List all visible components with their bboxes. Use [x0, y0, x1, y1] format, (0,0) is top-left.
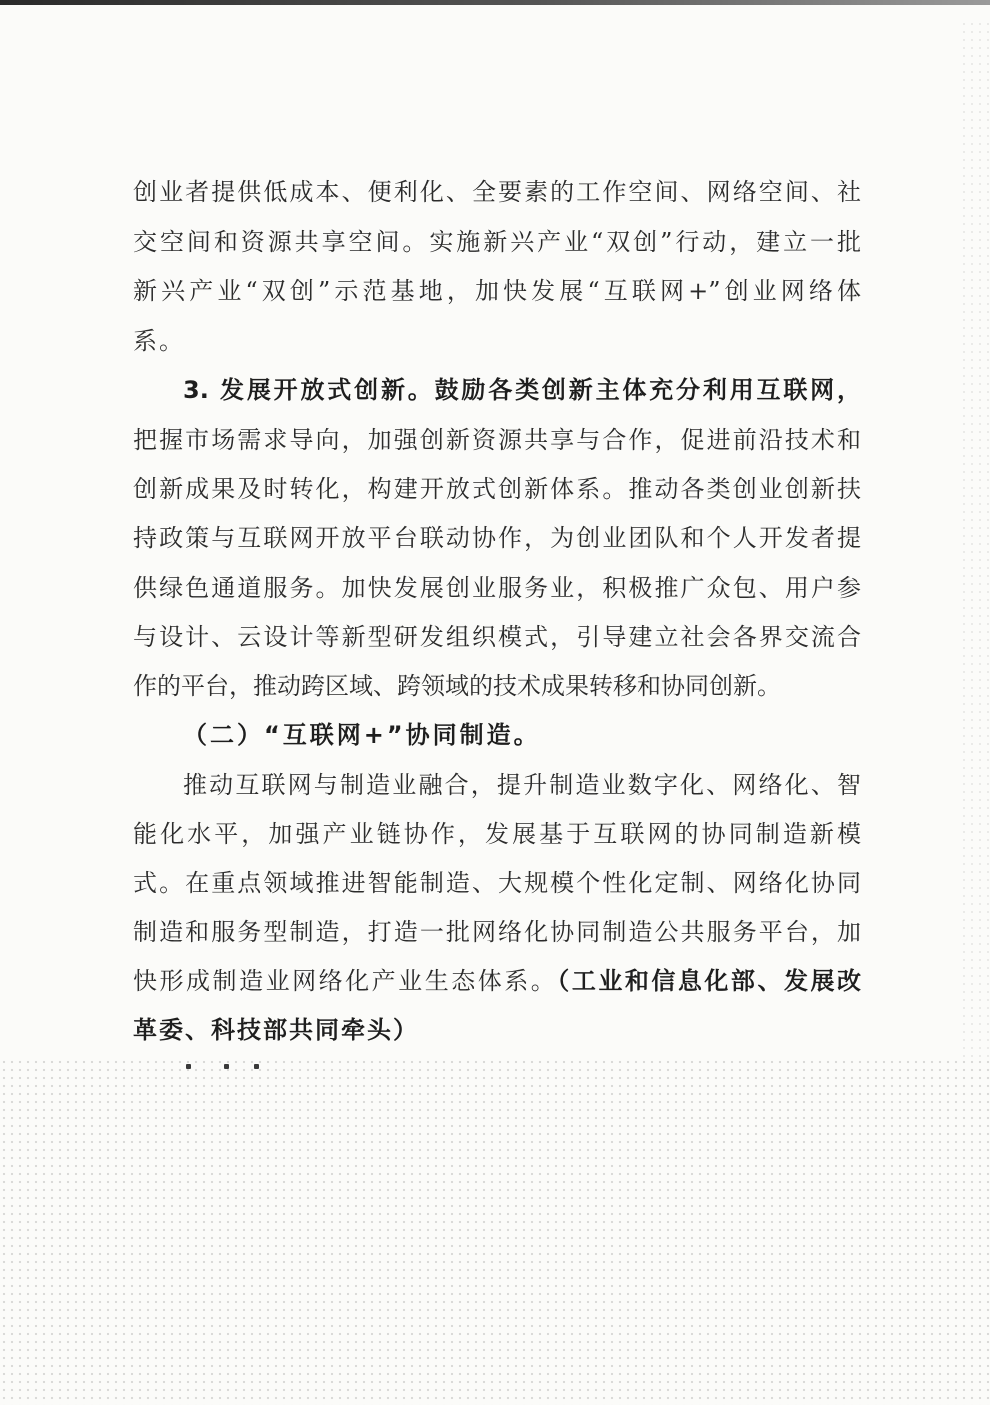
text-line-17: [133, 964, 861, 998]
lead-departments: （工业和信息化部、发展改: [557, 967, 861, 995]
text-line-2: 交空间和资源共享空间。实施新兴产业“双创”行动，建立一批: [133, 228, 861, 256]
text-line-7: 创新成果及时转化，构建开放式创新体系。推动各类创业创新扶: [133, 475, 861, 503]
scan-texture-right: [960, 20, 990, 1060]
text-line-13: 推动互联网与制造业融合，提升制造业数字化、网络化、智: [183, 771, 861, 799]
text-line-8: 持政策与互联网开放平台联动协作，为创业团队和个人开发者提: [133, 524, 861, 552]
text-line-4: 系。: [133, 327, 185, 355]
section-heading: （二）“互联网+”协同制造。: [183, 721, 541, 749]
item-3-title: 发展开放式创新。鼓励各类创新主体充分利用互联网，: [220, 376, 862, 404]
text-line-6: 把握市场需求导向，加强创新资源共享与合作，促进前沿技术和: [133, 426, 861, 454]
item-3-first-line: [183, 373, 861, 407]
item-3-number: 3.: [183, 376, 220, 404]
scan-texture-bottom: [0, 1058, 990, 1405]
text-line-11: 作的平台，推动跨区域、跨领域的技术成果转移和协同创新。: [133, 672, 781, 700]
text-line-10: 与设计、云设计等新型研发组织模式，引导建立社会各界交流合: [133, 623, 861, 651]
text-line-1: 创业者提供低成本、便利化、全要素的工作空间、网络空间、社: [133, 178, 861, 206]
scan-top-edge: [0, 0, 990, 5]
text-line-9: 供绿色通道服务。加快发展创业服务业，积极推广众包、用户参: [133, 574, 861, 602]
text-line-15: 式。在重点领域推进智能制造、大规模个性化定制、网络化协同: [133, 869, 861, 897]
text-line-16: 制造和服务型制造，打造一批网络化协同制造公共服务平台，加: [133, 918, 861, 946]
text-line-14: 能化水平，加强产业链协作，发展基于互联网的协同制造新模: [133, 820, 861, 848]
cut-off-next-line: [186, 1064, 276, 1078]
lead-departments-cont: 革委、科技部共同牵头）: [133, 1016, 419, 1044]
text-line-3: 新兴产业“双创”示范基地，加快发展“互联网+”创业网络体: [133, 277, 861, 305]
text-line-17-body: 快形成制造业网络化产业生态体系。: [133, 967, 558, 995]
